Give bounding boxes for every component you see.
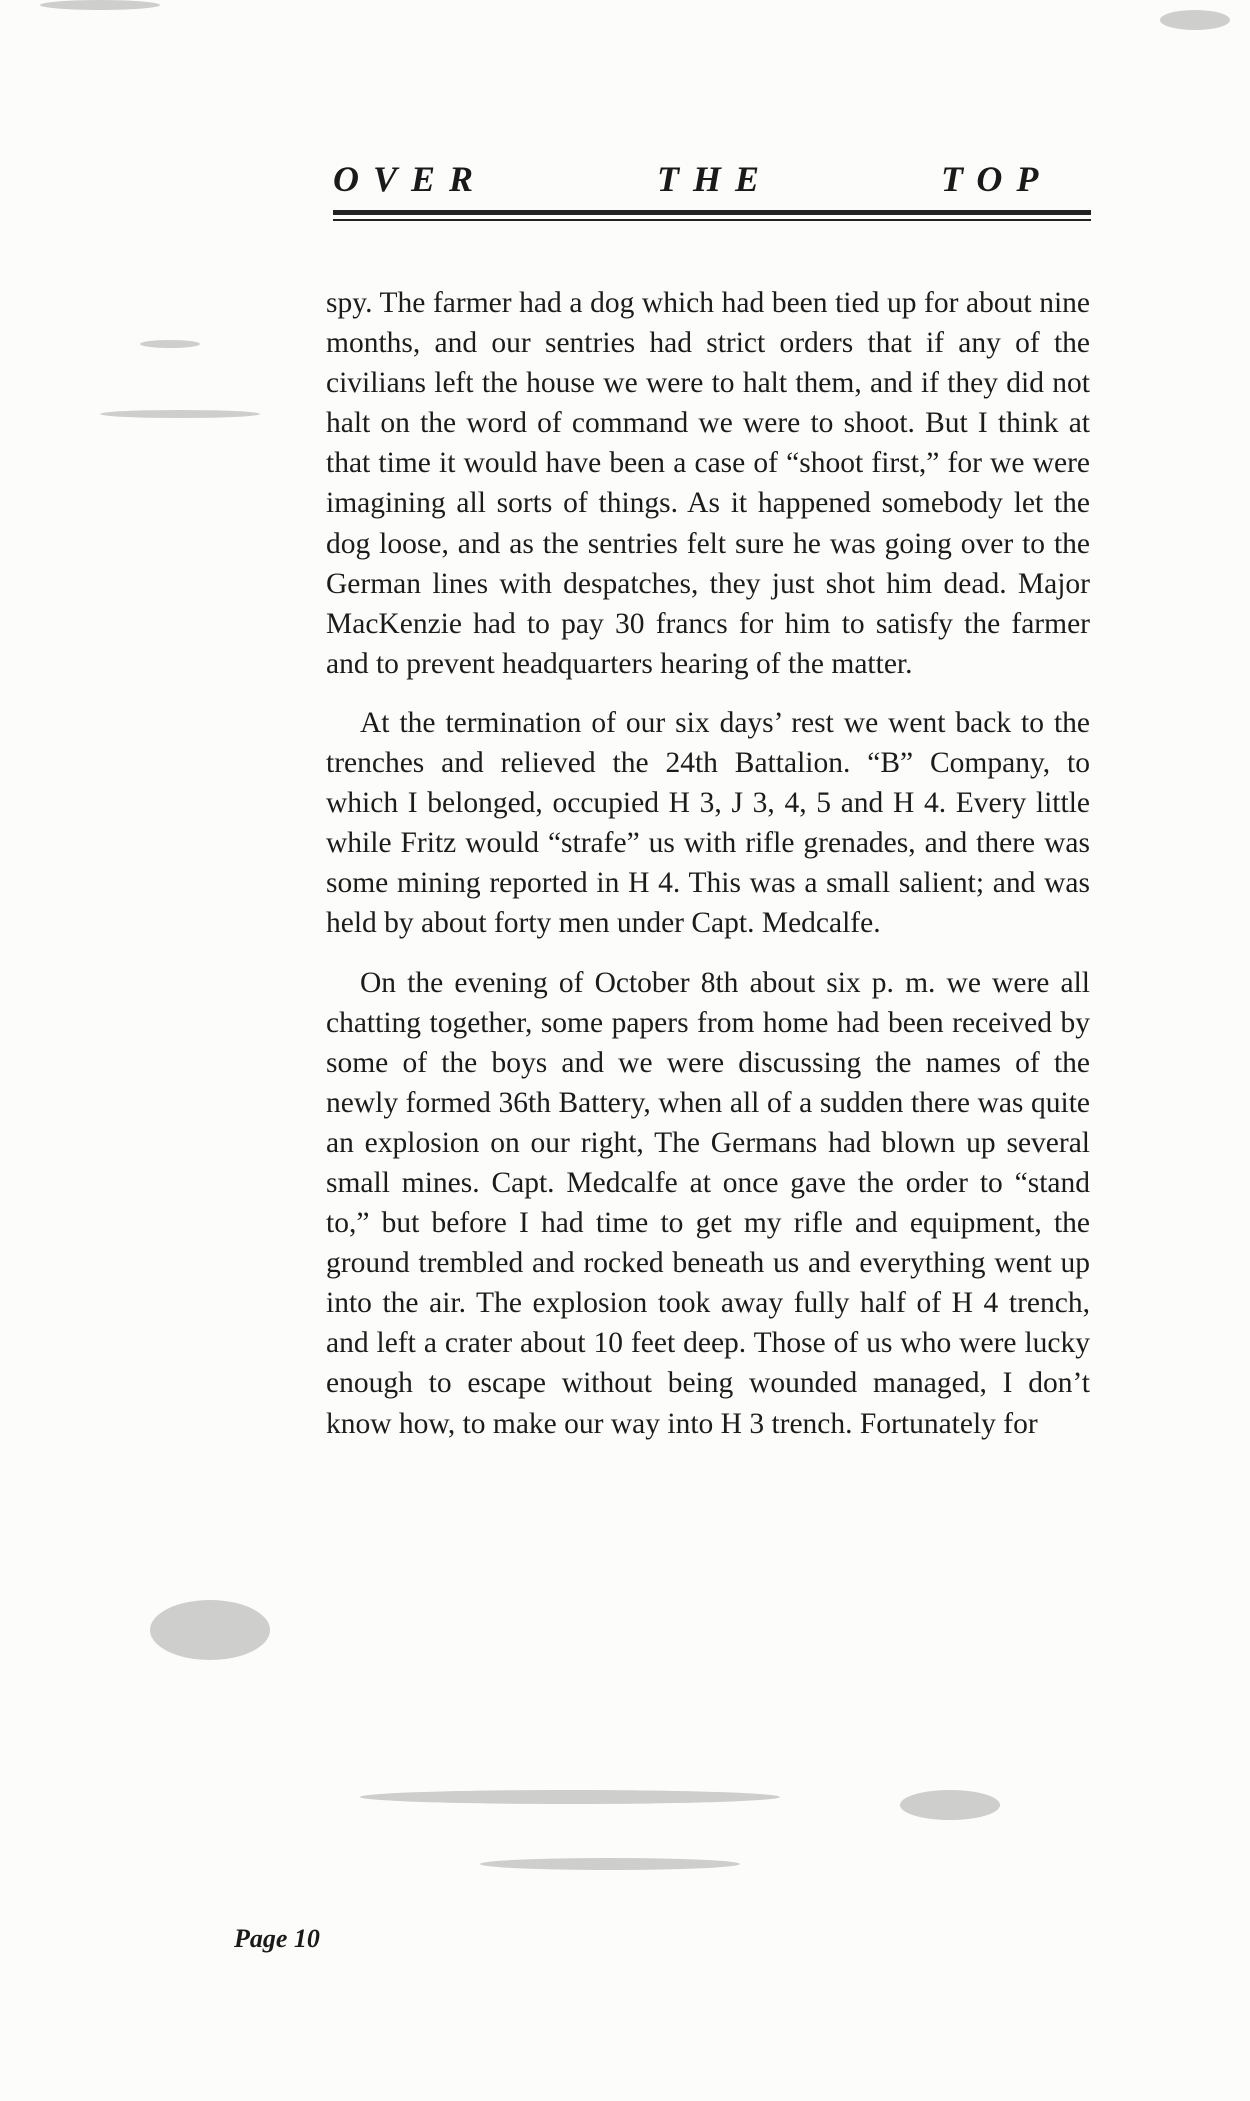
scan-speck [140,340,200,348]
running-header [333,158,1091,206]
scan-speck [900,1790,1000,1820]
header-rule-thin [333,219,1091,221]
scan-speck [40,0,160,10]
header-word-the: THE [657,159,774,199]
header-rule-thick [333,210,1091,215]
paragraph-3: On the evening of October 8th about six p. m. we were all chatting together, some papers from home had been received by some of the boys and we were discussing the names of the newly formed 36th Battery, when all of a sudden there was quite an explosion on our right, The Germans had blown up several small mines. Capt. Medcalfe at once gave the order to “stand to,” but before I had time to get my rifle and equipment, the ground trembled and rocked beneath us and everything went up into the air. The explosion took away fully half of H 4 trench, and left a crater about 10 feet deep. Those of us who were lucky enough to escape without being wounded managed, I don’t know how, to make our way into H 3 trench. Fortunately for [326,966,1090,1440]
scan-speck [1160,10,1230,30]
scan-speck [360,1790,780,1804]
paragraph-1: spy. The farmer had a dog which had been tied up for about nine months, and our sentries had strict orders that if any of the civilians left the house we were to halt them, and if they did not halt on the word of command we were to shoot. But I think at that time it would have been a case of “shoot first,” for we were imagining all sorts of things. As it happened somebody let the dog loose, and as the sentries felt sure he was going over to the German lines with despatches, they just shot him dead. Major MacKenzie had to pay 30 francs for him to satisfy the farmer and to prevent headquarters hearing of the matter. [326,287,1090,680]
scan-speck [150,1600,270,1660]
body-text [326,283,1090,1463]
scan-speck [100,410,260,418]
page-number: Page 10 [234,1924,320,1953]
header-word-over: OVER [333,159,488,199]
scan-speck [480,1858,740,1870]
header-word-top: TOP [941,159,1053,199]
paragraph-2: At the termination of our six days’ rest we went back to the trenches and relieved the 24th Battalion. “B” Company, to which I belonged, occupied H 3, J 3, 4, 5 and H 4. Every little while Fritz would “strafe” us with rifle grenades, and there was some mining reported in H 4. This was a small salient; and was held by about forty men under Capt. Medcalfe. [326,706,1090,940]
